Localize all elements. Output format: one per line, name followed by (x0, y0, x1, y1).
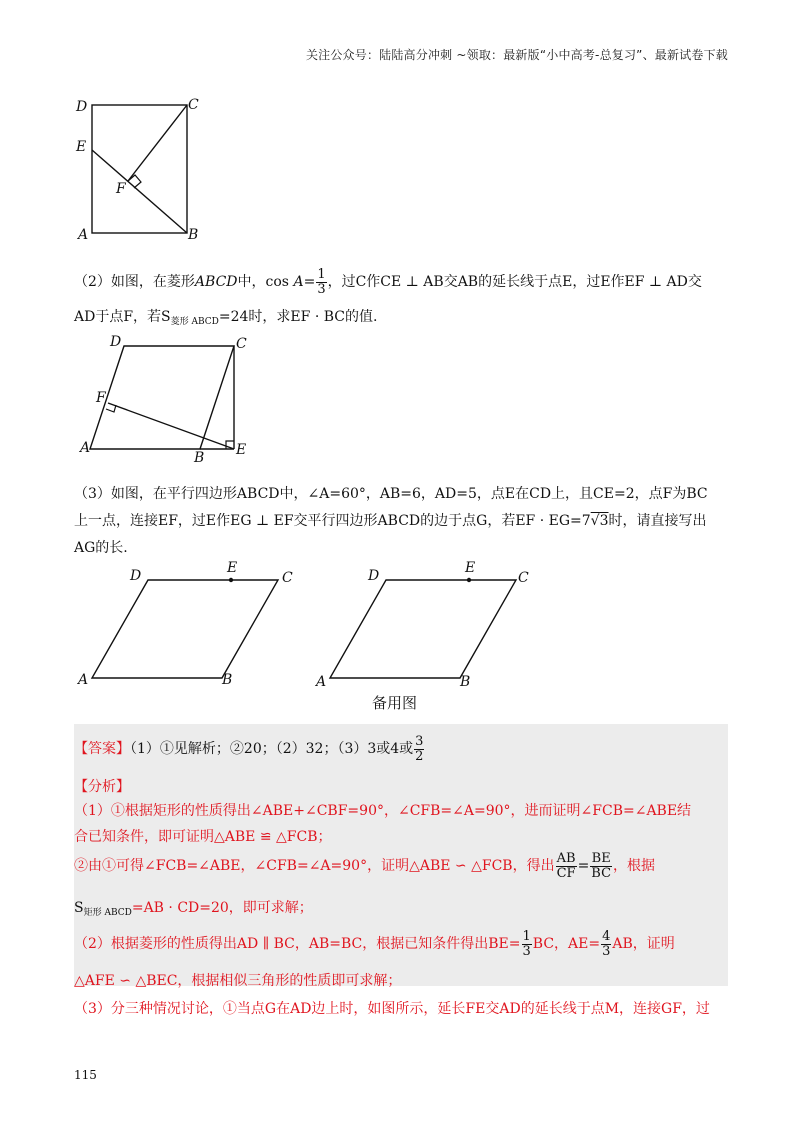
vertex-label-a: A (316, 674, 327, 690)
analysis-p3-line2: △AFE ∽ △BEC，根据相似三角形的性质即可求解； (74, 973, 402, 989)
answer-line (74, 735, 425, 763)
text-segment: = (577, 858, 590, 875)
vertex-label-e: E (465, 560, 476, 576)
fraction (590, 852, 612, 880)
vertex-label-b: B (194, 450, 205, 466)
vertex-label-c: C (282, 570, 293, 586)
vertex-label-d: D (368, 568, 380, 584)
text-segment: = (303, 274, 316, 291)
analysis-p2-line2 (74, 897, 313, 918)
analysis-p4-line1: （3）分三种情况讨论，①当点G在AD边上时，如图所示，延长FE交AD的延长线于点M，连接GF，过 (74, 1001, 710, 1017)
page-header: 关注公众号：陆陆高分冲刺 ~领取：最新版“小中高考-总复习”、最新试卷下载 (305, 48, 728, 62)
text-segment: ②由①可得∠FCB=∠ABE，∠CFB=∠A=90°，证明△ABE ∽ △FCB，得出 (74, 858, 555, 875)
figure-backup-lines (312, 562, 542, 692)
vertex-label-d: D (110, 334, 122, 350)
denominator: 3 (522, 943, 531, 959)
vertex-label-f: F (96, 390, 106, 406)
problem2-line2 (74, 306, 377, 327)
vertex-label-e: E (76, 139, 87, 155)
numerator: 3 (415, 734, 424, 749)
vertex-label-f: F (116, 181, 126, 197)
denominator: 2 (415, 748, 424, 764)
denominator: CF (556, 865, 576, 881)
figure-rectangle (70, 95, 210, 245)
numerator: 1 (317, 267, 326, 282)
figure-caption: 备用图 (372, 694, 418, 712)
problem3-line2 (74, 510, 707, 530)
text-segment: （2）根据菱形的性质得出AD ∥ BC，AB=BC，根据已知条件得出BE= (74, 936, 521, 953)
vertex-label-b: B (188, 227, 199, 243)
text-segment: ABCD (194, 274, 238, 291)
analysis-p1-line1: （1）①根据矩形的性质得出∠ABE+∠CBF=90°，∠CFB=∠A=90°，进而证明∠FCB=∠ABE结 (74, 803, 692, 819)
vertex-label-b: B (460, 674, 471, 690)
fraction (316, 268, 326, 296)
figure-parallelogram-lines (74, 562, 304, 692)
page-number: 115 (74, 1068, 97, 1082)
analysis-p1-line2: 合已知条件，即可证明△ABE ≌ △FCB； (74, 829, 332, 845)
problem3-line1: （3）如图，在平行四边形ABCD中，∠A=60°，AB=6，AD=5，点E在CD上，且CE=2，点F为BC (74, 486, 708, 502)
numerator: BE (591, 851, 611, 866)
answer-tag: 【答案】 (74, 741, 130, 758)
analysis-tag: 【分析】 (74, 779, 130, 795)
text-segment: S (74, 900, 84, 916)
subscript: 菱形 ABCD (170, 317, 219, 327)
sqrt-radicand (591, 513, 609, 529)
text-segment: AD于点F，若S (74, 309, 171, 325)
text-segment: =24时，求EF · BC的值. (218, 309, 378, 325)
denominator: BC (591, 865, 612, 881)
text-segment: 中，cos (237, 274, 289, 291)
analysis-p2-line1 (74, 852, 655, 880)
fraction (414, 735, 424, 763)
denominator: 3 (317, 281, 326, 297)
text-segment: A (293, 274, 304, 291)
numerator: 4 (602, 929, 611, 944)
fraction (601, 930, 611, 958)
text-segment: =AB · CD=20，即可求解； (131, 900, 313, 916)
text-segment: AB，证明 (612, 936, 675, 953)
answer-text: （1）①见解析；②20；（2）32；（3）3或4或 (130, 741, 414, 758)
vertex-label-d: D (76, 99, 88, 115)
problem3-line3: AG的长. (74, 540, 128, 556)
vertex-label-d: D (130, 568, 142, 584)
text-segment: 3 (599, 513, 609, 529)
numerator: 1 (522, 929, 531, 944)
text-segment: ，过C作CE ⊥ AB交AB的延长线于点E，过E作EF ⊥ AD交 (327, 274, 702, 291)
vertex-label-e: E (236, 442, 247, 458)
figure-rhombus (76, 332, 266, 467)
denominator: 3 (602, 943, 611, 959)
sqrt-sign-icon: √ (590, 513, 600, 529)
text-segment: BC，AE= (532, 936, 601, 953)
vertex-label-a: A (80, 440, 91, 456)
fraction (522, 930, 532, 958)
vertex-label-a: A (78, 227, 89, 243)
vertex-label-e: E (227, 560, 238, 576)
text-segment: （2）如图，在菱形 (74, 274, 195, 291)
subscript: 矩形 ABCD (83, 908, 132, 918)
text-segment: ，根据 (613, 858, 656, 875)
figure-rectangle-lines (70, 95, 210, 245)
vertex-label-a: A (78, 672, 89, 688)
figure-parallelogram (74, 562, 304, 692)
problem2-line1 (74, 268, 702, 296)
numerator: AB (556, 851, 576, 866)
figure-backup-parallelogram (312, 562, 542, 712)
text-segment: 时，请直接写出 (608, 513, 707, 529)
vertex-label-c: C (518, 570, 529, 586)
analysis-p3-line1 (74, 930, 675, 958)
fraction (556, 852, 577, 880)
vertex-label-c: C (188, 97, 199, 113)
vertex-label-b: B (222, 672, 233, 688)
text-segment: 上一点，连接EF，过E作EG ⊥ EF交平行四边形ABCD的边于点G，若EF · EG=7 (74, 513, 591, 529)
vertex-label-c: C (236, 336, 247, 352)
